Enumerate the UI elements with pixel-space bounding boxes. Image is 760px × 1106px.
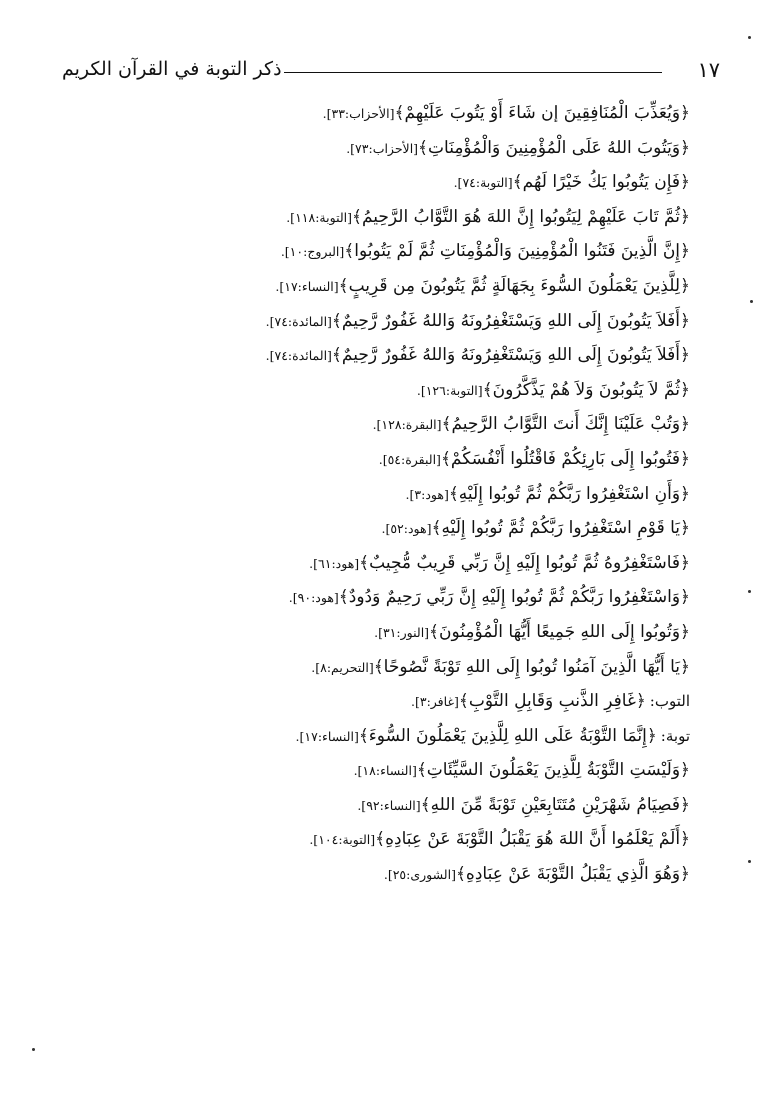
verse-reference: [المائدة:٧٤]. (265, 348, 332, 364)
verse-line (50, 96, 690, 131)
verse-line (50, 753, 690, 788)
verse-line (50, 822, 690, 857)
verse-text: ﴿أَلَمْ يَعْلَمُوا أَنَّ اللهَ هُوَ يَقْبَلُ التَّوْبَةَ عَنْ عِبَادِهِ﴾ (375, 829, 690, 850)
word-prefix: توبة: (660, 726, 690, 745)
verse-reference: [المائدة:٧٤]. (265, 313, 332, 329)
verse-line (50, 477, 690, 512)
margin-mark (748, 860, 751, 863)
verse-reference: [النساء:١٧]. (275, 278, 339, 294)
verse-reference: [النساء:١٧]. (295, 728, 359, 744)
verse-text: ﴿وَلَيْسَتِ التَّوْبَةُ لِلَّذِينَ يَعْمَلُونَ السَّيِّئَاتِ﴾ (416, 760, 690, 781)
verse-list (50, 96, 690, 892)
verse-text: ﴿أَفَلاَ يَتُوبُونَ إِلَى اللهِ وَيَسْتَغْفِرُونَهُ وَاللهُ غَفُورٌ رَّحِيمٌ﴾ (331, 310, 690, 331)
verse-reference: [التحريم:٨]. (311, 659, 374, 675)
verse-reference: [التوبة:١٢٦]. (416, 382, 483, 398)
verse-line (50, 234, 690, 269)
verse-text: ﴿فَاسْتَغْفِرُوهُ ثُمَّ تُوبُوا إِلَيْهِ إِنَّ رَبِّي قَرِيبٌ مُّجِيبٌ﴾ (359, 552, 690, 573)
verse-text: ﴿يَا قَوْمِ اسْتَغْفِرُوا رَبَّكُمْ ثُمَّ تُوبُوا إِلَيْهِ﴾ (431, 518, 690, 539)
verse-text: ﴿إِنَّ الَّذِينَ فَتَنُوا الْمُؤْمِنِينَ وَالْمُؤْمِنَاتِ ثُمَّ لَمْ يَتُوبُوا﴾ (344, 241, 690, 262)
header-rule (284, 72, 662, 73)
page-header (62, 56, 720, 86)
verse-reference: [الأحزاب:٣٣]. (322, 106, 395, 121)
running-title: ذكر التوبة في القرآن الكريم (62, 58, 282, 80)
verse-reference: [هود:٥٢]. (381, 521, 432, 537)
verse-line (50, 338, 690, 373)
word-prefix: التوب: (649, 692, 690, 711)
margin-mark (748, 36, 751, 39)
verse-text: ﴿ثُمَّ لاَ يَتُوبُونَ وَلاَ هُمْ يَذَّكَّرُونَ﴾ (482, 379, 690, 400)
verse-text: ﴿إِنَّمَا التَّوْبَةُ عَلَى اللهِ لِلَّذِينَ يَعْمَلُونَ السُّوءَ﴾ (358, 725, 657, 746)
verse-line (50, 546, 690, 581)
verse-line (50, 131, 690, 166)
verse-text: ﴿وَاسْتَغْفِرُوا رَبَّكُمْ ثُمَّ تُوبُوا إِلَيْهِ إِنَّ رَبِّي رَحِيمٌ وَدُودٌ﴾ (338, 587, 690, 608)
verse-line (50, 684, 690, 719)
verse-reference: [النساء:١٨]. (353, 763, 417, 779)
verse-text: ﴿ثُمَّ تَابَ عَلَيْهِمْ لِيَتُوبُوا إِنَّ اللهَ هُوَ التَّوَّابُ الرَّحِيمُ﴾ (352, 206, 690, 227)
verse-text: ﴿وَيُعَذِّبَ الْمُنَافِقِينَ إن شَاءَ أَوْ يَتُوبَ عَلَيْهِمْ﴾ (394, 103, 690, 123)
verse-line (50, 442, 690, 477)
verse-reference: [النور:٣١]. (374, 624, 430, 640)
verse-reference: [النساء:٩٢]. (357, 797, 421, 813)
page-number: ١٧ (697, 58, 720, 82)
verse-text: ﴿وَهُوَ الَّذِي يَقْبَلُ التَّوْبَةَ عَنْ عِبَادِهِ﴾ (455, 864, 690, 885)
verse-reference: [التوبة:٧٤]. (453, 175, 513, 191)
verse-line (50, 580, 690, 615)
verse-line (50, 719, 690, 754)
verse-line (50, 788, 690, 823)
verse-reference: [البقرة:١٢٨]. (372, 417, 442, 433)
verse-line (50, 857, 690, 892)
verse-reference: [الشورى:٢٥]. (383, 867, 456, 883)
verse-reference: [البقرة:٥٤]. (378, 451, 441, 467)
verse-line (50, 615, 690, 650)
verse-text: ﴿يَا أَيُّهَا الَّذِينَ آمَنُوا تُوبُوا إِلَى اللهِ تَوْبَةً نَّصُوحًا﴾ (373, 656, 690, 677)
verse-reference: [غافر:٣]. (411, 694, 459, 710)
verse-reference: [هود:٦١]. (309, 555, 360, 571)
verse-line (50, 650, 690, 685)
verse-text: ﴿فَإِن يَتُوبُوا يَكُ خَيْرًا لَهُم﴾ (512, 172, 690, 193)
verse-text: ﴿وَتُوبُوا إِلَى اللهِ جَمِيعًا أَيُّهَا الْمُؤْمِنُونَ﴾ (429, 621, 690, 642)
verse-line (50, 200, 690, 235)
verse-reference: [هود:٩٠]. (288, 590, 339, 606)
verse-line (50, 511, 690, 546)
verse-line (50, 407, 690, 442)
verse-line (50, 304, 690, 339)
verse-text: ﴿وَأَنِ اسْتَغْفِرُوا رَبَّكُمْ ثُمَّ تُوبُوا إِلَيْهِ﴾ (448, 483, 690, 504)
verse-text: ﴿أَفَلاَ يَتُوبُونَ إِلَى اللهِ وَيَسْتَغْفِرُونَهُ وَاللهُ غَفُورٌ رَّحِيمٌ﴾ (331, 345, 690, 366)
verse-reference: [الأحزاب:٧٣]. (346, 140, 419, 156)
verse-line (50, 165, 690, 200)
verse-line (50, 373, 690, 408)
verse-text: ﴿لِلَّذِينَ يَعْمَلُونَ السُّوءَ بِجَهَالَةٍ ثُمَّ يَتُوبُونَ مِن قَرِيبٍ﴾ (338, 275, 690, 296)
verse-reference: [هود:٣]. (405, 486, 449, 502)
verse-text: ﴿وَتُبْ عَلَيْنَا إِنَّكَ أَنتَ التَّوَّابُ الرَّحِيمُ﴾ (441, 414, 690, 435)
verse-text: ﴿فَصِيَامُ شَهْرَيْنِ مُتَتَابِعَيْنِ تَوْبَةً مِّنَ اللهِ﴾ (420, 794, 690, 815)
verse-text: ﴿غَافِرِ الذَّنبِ وَقَابِلِ التَّوْبِ﴾ (458, 691, 646, 712)
verse-reference: [التوبة:١٠٤]. (309, 832, 376, 848)
verse-text: ﴿فَتُوبُوا إِلَى بَارِئِكُمْ فَاقْتُلُوا أَنْفُسَكُمْ﴾ (440, 448, 690, 469)
verse-text: ﴿وَيَتُوبَ اللهُ عَلَى الْمُؤْمِنِينَ وَالْمُؤْمِنَاتِ﴾ (418, 137, 690, 158)
verse-reference: [التوبة:١١٨]. (286, 209, 352, 225)
margin-mark (32, 1048, 35, 1051)
verse-line (50, 269, 690, 304)
verse-reference: [البروج:١٠]. (280, 244, 345, 260)
margin-mark (750, 300, 753, 303)
margin-mark (748, 590, 751, 593)
